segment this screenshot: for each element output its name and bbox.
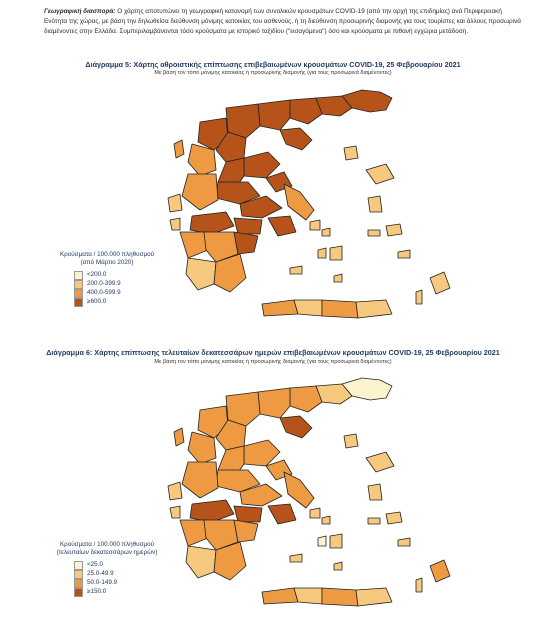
legend6-label: ≥150.0 <box>87 588 107 596</box>
map6-region-naxos <box>330 534 342 548</box>
map5-region-zakynthos <box>170 218 180 230</box>
map6-region-kos <box>398 538 410 546</box>
legend6-label: 25.0-49.9 <box>87 570 114 578</box>
legend5-label: <200.0 <box>87 271 107 279</box>
map6-region-crete-rethym <box>294 588 322 604</box>
map5-region-messinia <box>186 258 216 290</box>
map6-region-macedonia-e <box>290 386 322 412</box>
map6-region-samos <box>386 512 402 524</box>
map6-region-achaia <box>190 500 234 522</box>
legend5-label: ≥600.0 <box>87 298 107 306</box>
figure6-legend <box>52 541 162 597</box>
map6-region-chalkidiki <box>280 416 312 438</box>
map6-region-andros <box>310 508 320 518</box>
legend6-title: Κρούσματα / 100.000 πληθυσμού <box>59 541 155 548</box>
map6-region-messinia <box>186 546 216 578</box>
legend6-swatch <box>74 570 83 579</box>
legend5-subtitle: (από Μάρτιο 2020) <box>80 259 134 267</box>
legend5-item <box>74 280 162 289</box>
map5-region-karpathos <box>416 290 422 304</box>
map5-region-macedonia-e <box>290 98 322 124</box>
map6-region-thessaly-n <box>244 440 280 466</box>
legend5-label: 200.0-399.9 <box>87 280 121 288</box>
legend5-swatch <box>74 298 83 307</box>
map6-region-attica <box>268 504 296 524</box>
map6-region-crete-lasithi <box>356 588 392 606</box>
map5-region-achaia <box>190 212 234 234</box>
map5-region-macedonia-c <box>258 100 290 130</box>
map6-region-chios <box>368 484 382 500</box>
map5-region-thessaly-n <box>244 152 280 178</box>
intro-text: Ο χάρτης αποτυπώνει τη γεωγραφική κατανομή των συνολικών κρουσμάτων COVID-19 (από την αρχή της επιδημίας) ανά Περιφερειακή Ενότητα της χώρας, με βάση την δηλωθείσα διεύθυνση μόνιμης κατοικίας του ασθενούς, ή τη διεύθυνση προσωρινής διαμονής για τους τουρίστες και άλλους προσωρινά διαμένοντες στην Ελλάδα. Συμπεριλαμβάνονται τόσο κρούσματα με ιστορικό ταξιδίου ("εισαγόμενα") όσο και κρούσματα με πιθανή εγχώρια μετάδοση. <box>44 8 521 35</box>
legend5-item <box>74 289 162 298</box>
map5-region-korinthia <box>234 218 262 234</box>
map5-region-naxos <box>330 246 342 260</box>
legend5-label: 400.0-599.9 <box>87 289 121 297</box>
map5-region-evia <box>284 184 314 220</box>
legend5-swatch <box>74 280 83 289</box>
legend5-item <box>74 271 162 280</box>
map5-region-aitoloakarn <box>182 174 218 210</box>
legend6-item <box>74 588 162 597</box>
map5-region-ilia <box>180 232 208 258</box>
legend5-item <box>74 298 162 307</box>
map6-region-tinos <box>322 516 330 524</box>
figure5-subtitle: Με βάση τον τόπο μόνιμης κατοικίας ή προσωρινής διαμονής (για τους προσωρινά διαμένοντες) <box>154 70 392 76</box>
map5-region-kefalonia <box>168 194 182 212</box>
legend6-subtitle: (τελευταίων δεκατεσσάρων ημερών) <box>56 549 158 557</box>
map6-region-ikaria <box>368 518 380 524</box>
map6-region-crete-herakl <box>322 588 358 606</box>
legend6-label: 50.0-149.9 <box>87 579 118 587</box>
legend6-swatch <box>74 561 83 570</box>
map6-region-macedonia-c <box>258 388 290 418</box>
map5-region-kos <box>398 250 410 258</box>
map6-region-argolida <box>234 520 258 542</box>
map5-region-tinos <box>322 228 330 236</box>
map5-region-chalkidiki <box>280 128 312 150</box>
intro-paragraph <box>44 7 524 37</box>
legend5-title: Κρούσματα / 100.000 πληθυσμού <box>59 251 155 258</box>
greece-map-cumulative <box>130 78 460 333</box>
map6-region-karpathos <box>416 578 422 592</box>
greece-map-14day <box>130 366 460 621</box>
map6-region-kefalonia <box>168 482 182 500</box>
legend6-item <box>74 579 162 588</box>
legend6-label: <25.0 <box>87 561 103 569</box>
map5-region-crete-rethym <box>294 300 322 316</box>
legend5-swatch <box>74 289 83 298</box>
map6-region-korinthia <box>234 506 262 522</box>
map6-region-ilia <box>180 520 208 546</box>
map5-region-lemnos <box>344 146 358 160</box>
map5-region-milos <box>290 266 302 274</box>
map5-region-lesvos <box>366 164 394 184</box>
map5-regions <box>168 90 450 318</box>
map5-region-ikaria <box>368 230 380 236</box>
map5-region-corfu <box>174 140 184 158</box>
map5-region-attica <box>268 216 296 236</box>
map5-region-crete-herakl <box>322 300 358 318</box>
map5-region-argolida <box>234 232 258 254</box>
map6-region-aitoloakarn <box>182 462 218 498</box>
map6-region-paros <box>318 536 326 546</box>
figure6-title: Διάγραμμα 6: Χάρτης επίπτωσης τελευταίων δεκατεσσάρων ημερών επιβεβαιωμένων κρουσμάτων COVID-19, 25 Φεβρουαρίου 2021 <box>46 348 500 357</box>
map5-region-samos <box>386 224 402 236</box>
figure5-title: Διάγραμμα 5: Χάρτης αθροιστικής επίπτωσης επιβεβαιωμένων κρουσμάτων COVID-19, 25 Φεβρουαρίου 2021 <box>85 60 461 69</box>
map5-region-rhodes <box>430 272 450 294</box>
map6-regions <box>168 378 450 606</box>
map5-region-andros <box>310 220 320 230</box>
map6-region-santorini <box>334 562 342 570</box>
map6-region-rhodes <box>430 560 450 582</box>
figure5-legend <box>52 251 162 307</box>
map6-region-lesvos <box>366 452 394 472</box>
map5-region-santorini <box>334 274 342 282</box>
legend6-item <box>74 561 162 570</box>
map6-region-corfu <box>174 428 184 446</box>
map6-region-evia <box>284 472 314 508</box>
map6-region-milos <box>290 554 302 562</box>
map6-region-lemnos <box>344 434 358 448</box>
map5-region-paros <box>318 248 326 258</box>
map6-region-crete-chania <box>262 588 298 604</box>
map5-region-crete-lasithi <box>356 300 392 318</box>
figure6-subtitle: Με βάση τον τόπο μόνιμης κατοικίας ή προσωρινής διαμονής (για τους προσωρινά διαμένοντες) <box>154 359 392 365</box>
map5-region-crete-chania <box>262 300 298 316</box>
intro-lead: Γεωγραφική διασπορά: <box>44 8 116 15</box>
legend6-swatch <box>74 579 83 588</box>
legend5-swatch <box>74 271 83 280</box>
legend6-swatch <box>74 588 83 597</box>
map5-region-chios <box>368 196 382 212</box>
legend6-item <box>74 570 162 579</box>
map6-region-zakynthos <box>170 506 180 518</box>
